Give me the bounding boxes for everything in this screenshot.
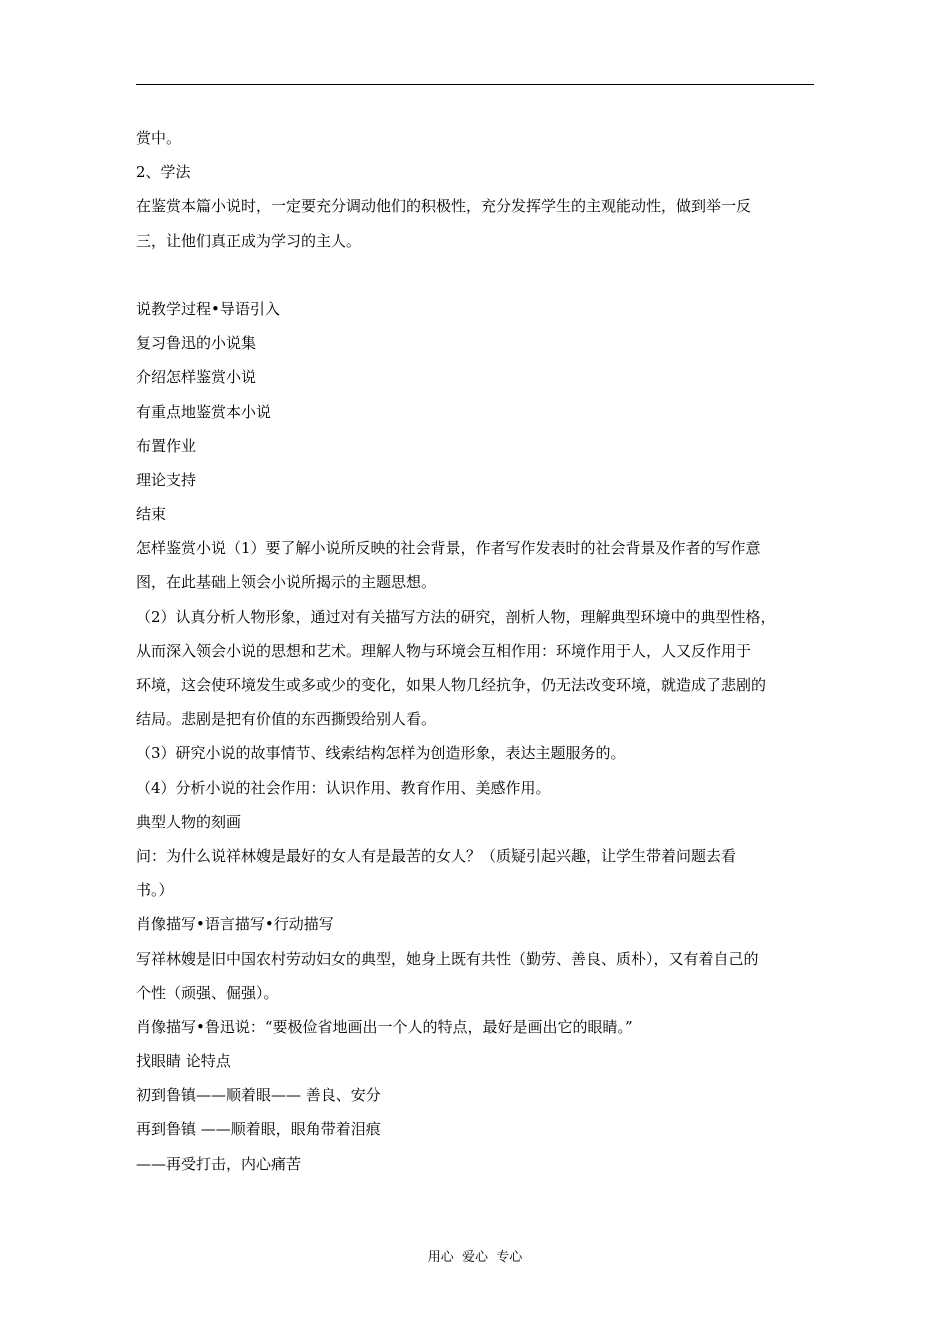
text-line: 结束 <box>136 505 167 524</box>
text-line: ——再受打击，内心痛苦 <box>136 1154 302 1173</box>
text-line: 理论支持 <box>136 470 197 489</box>
text-line: 初到鲁镇——顺着眼—— 善良、安分 <box>136 1086 381 1105</box>
text-line: 三，让他们真正成为学习的主人。 <box>136 231 362 250</box>
text-line: 问：为什么说祥林嫂是最好的女人有是最苦的女人？（质疑引起兴趣，让学生带着问题去看 <box>136 846 737 865</box>
text-line: 在鉴赏本篇小说时，一定要充分调动他们的积极性，充分发挥学生的主观能动性，做到举一反 <box>136 197 752 216</box>
header-rule <box>136 84 814 85</box>
text-line: 布置作业 <box>136 436 197 455</box>
text-line: 图，在此基础上领会小说所揭示的主题思想。 <box>136 573 437 592</box>
text-line: 怎样鉴赏小说（1）要了解小说所反映的社会背景，作者写作发表时的社会背景及作者的写作意 <box>136 539 761 558</box>
text-line: （4）分析小说的社会作用：认识作用、教育作用、美感作用。 <box>136 778 551 797</box>
text-line: 从而深入领会小说的思想和艺术。理解人物与环境会互相作用：环境作用于人，人又反作用于 <box>136 641 752 660</box>
text-line: （2）认真分析人物形象，通过对有关描写方法的研究，剖析人物，理解典型环境中的典型性格， <box>136 607 776 626</box>
text-line: 有重点地鉴赏本小说 <box>136 402 272 421</box>
page-footer: 用心 爱心 专心 <box>427 1250 523 1265</box>
text-line: 复习鲁迅的小说集 <box>136 334 257 353</box>
document-body <box>136 121 814 1181</box>
text-line: 找眼睛 论特点 <box>136 1052 231 1071</box>
text-line: 书。） <box>136 881 174 900</box>
text-line: 赏中。 <box>136 129 182 147</box>
text-line: 典型人物的刻画 <box>136 812 242 831</box>
text-line: 个性（顽强、倔强）。 <box>136 983 279 1002</box>
text-line: 结局。悲剧是把有价值的东西撕毁给别人看。 <box>136 710 437 729</box>
text-line: 再到鲁镇 ——顺着眼，眼角带着泪痕 <box>136 1120 381 1139</box>
text-line: 写祥林嫂是旧中国农村劳动妇女的典型，她身上既有共性（勤劳、善良、质朴），又有着自己的 <box>136 949 759 968</box>
text-line: 环境，这会使环境发生或多或少的变化，如果人物几经抗争，仍无法改变环境，就造成了悲剧的 <box>136 676 767 694</box>
text-line: 肖像描写•鲁迅说：“要极俭省地画出一个人的特点，最好是画出它的眼睛。” <box>136 1017 633 1036</box>
blank-line <box>136 258 814 292</box>
text-line: （3）研究小说的故事情节、线索结构怎样为创造形象，表达主题服务的。 <box>136 744 626 763</box>
text-line: 说教学过程•导语引入 <box>136 299 280 318</box>
text-line: 肖像描写•语言描写•行动描写 <box>136 915 334 934</box>
text-line: 介绍怎样鉴赏小说 <box>136 368 257 387</box>
text-line: 2、学法 <box>136 163 191 182</box>
